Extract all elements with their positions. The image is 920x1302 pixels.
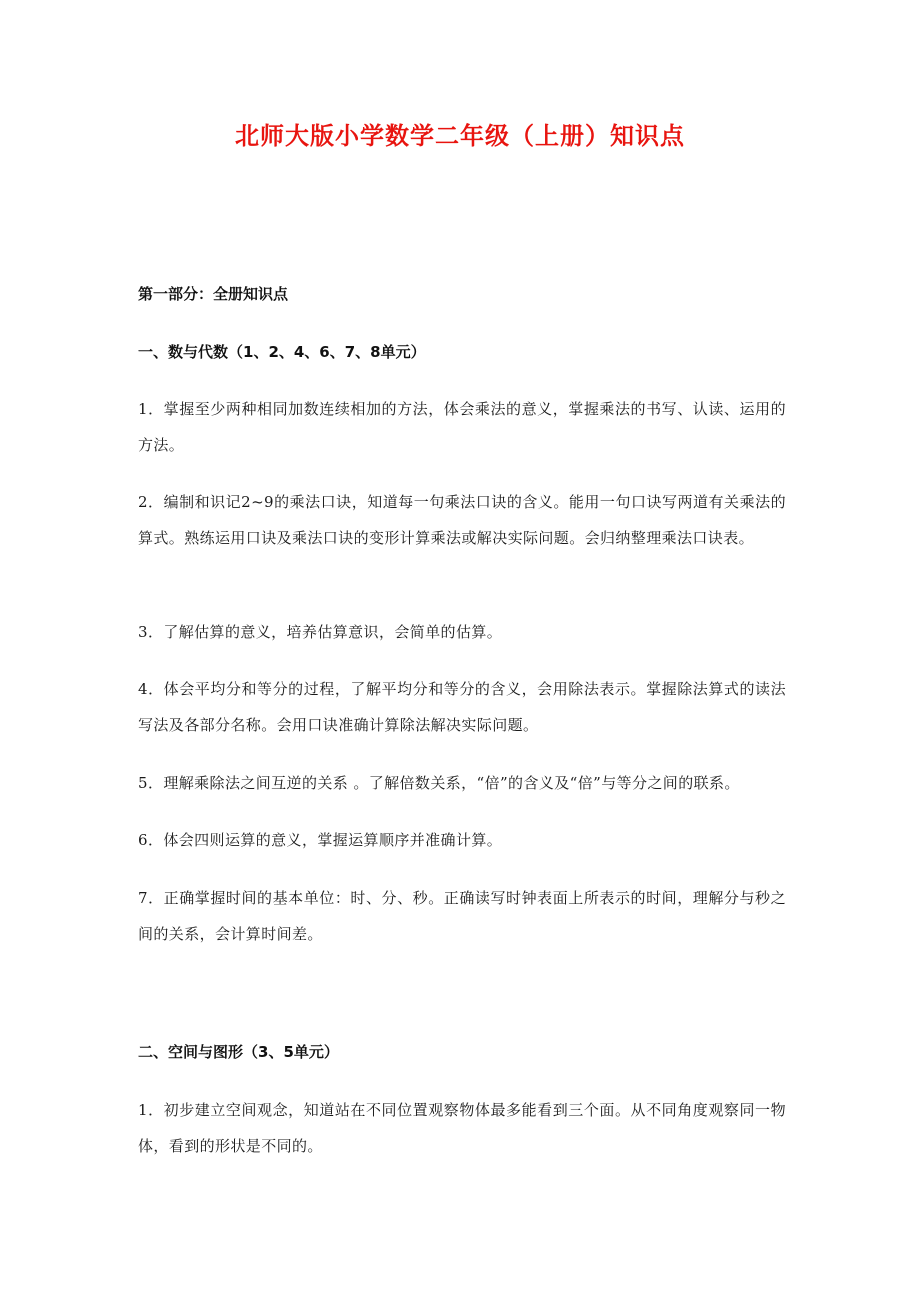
list-item: 3．了解估算的意义，培养估算意识，会简单的估算。 (138, 623, 503, 641)
list-item: 5．理解乘除法之间互逆的关系 。了解倍数关系，“倍”的含义及“倍”与等分之间的联系。 (138, 774, 740, 792)
list-item: 7．正确掌握时间的基本单位：时、分、秒。正确读写时钟表面上所表示的时间，理解分与秒之间的关系，会计算时间差。 (138, 889, 786, 943)
list-item: 1．掌握至少两种相同加数连续相加的方法，体会乘法的意义，掌握乘法的书写、认读、运用的方法。 (138, 400, 786, 454)
part-heading: 第一部分：全册知识点 (138, 285, 289, 303)
list-item: 4．体会平均分和等分的过程，了解平均分和等分的含义，会用除法表示。掌握除法算式的读法写法及各部分名称。会用口诀准确计算除法解决实际问题。 (138, 680, 786, 734)
section-heading-geometry: 二、空间与图形（3、5单元） (138, 1043, 339, 1061)
section-heading-algebra: 一、数与代数（1、2、4、6、7、8单元） (138, 343, 426, 361)
list-item: 1．初步建立空间观念，知道站在不同位置观察物体最多能看到三个面。从不同角度观察同一物体，看到的形状是不同的。 (138, 1101, 786, 1155)
document-title: 北师大版小学数学二年级（上册）知识点 (235, 122, 685, 150)
list-item: 2．编制和识记2~9的乘法口诀，知道每一句乘法口诀的含义。能用一句口诀写两道有关乘法的算式。熟练运用口诀及乘法口诀的变形计算乘法或解决实际问题。会归纳整理乘法口诀表。 (138, 493, 786, 547)
list-item: 6．体会四则运算的意义，掌握运算顺序并准确计算。 (138, 831, 503, 849)
